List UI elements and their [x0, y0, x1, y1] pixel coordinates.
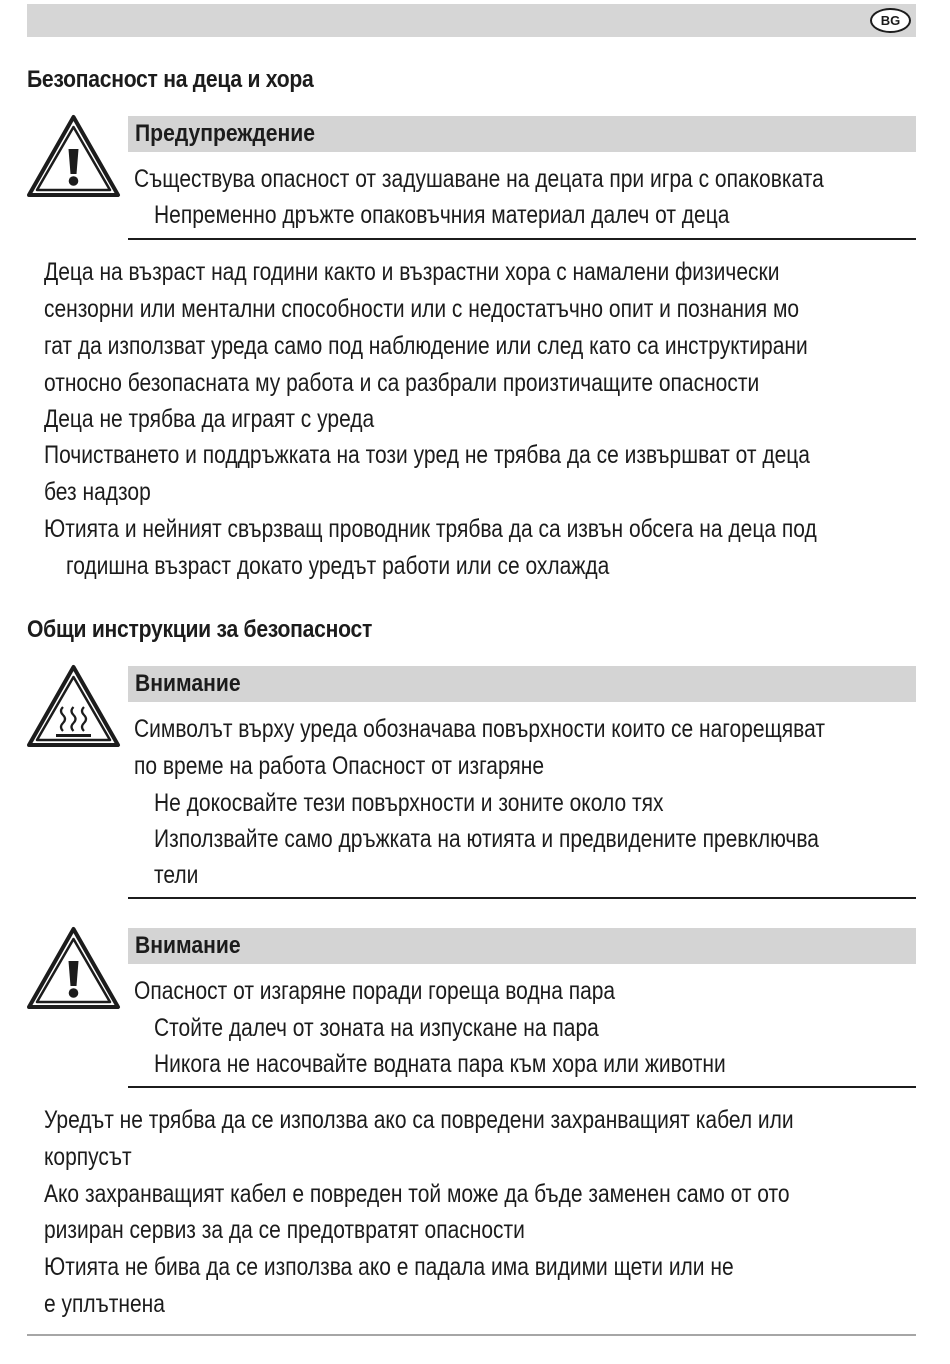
warning-exclamation-icon [26, 114, 121, 198]
body-text: Деца не трябва да играят с уреда [44, 405, 375, 433]
caution-text: Не докосвайте тези повърхности и зоните около тях [154, 789, 664, 817]
caution-text: Никога не насочвайте водната пара към хора или животни [154, 1050, 726, 1078]
language-badge: BG [870, 8, 911, 33]
caution-text: Символът върху уреда обозначава повърхности които се нагорещяват [134, 715, 825, 743]
body-text: Ютията не бива да се използва ако е падала има видими щети или не [44, 1253, 734, 1281]
divider [128, 897, 916, 899]
body-text: относно безопасната му работа и са разбрали произтичащите опасности [44, 369, 760, 397]
body-text: е уплътнена [44, 1290, 165, 1318]
warning-text: Непременно дръжте опаковъчния материал далеч от деца [154, 201, 730, 229]
caution-text: Стойте далеч от зоната на изпускане на пара [154, 1014, 599, 1042]
caution-text: Използвайте само дръжката на ютията и предвидените превключва [154, 825, 819, 853]
warning-exclamation-icon [26, 926, 121, 1010]
section-heading-child-safety: Безопасност на деца и хора [27, 66, 314, 93]
body-text: корпусът [44, 1143, 132, 1171]
body-text: Почистването и поддръжката на този уред не трябва да се извършват от деца [44, 441, 810, 469]
body-text: ризиран сервиз за да се предотвратят опасности [44, 1216, 525, 1244]
caution-text: Опасност от изгаряне поради гореща водна пара [134, 977, 616, 1005]
caution-text: по време на работа Опасност от изгаряне [134, 752, 545, 780]
divider [128, 238, 916, 240]
body-text: сензорни или ментални способности или с недостатъчно опит и познания мо [44, 295, 800, 323]
warning-title: Предупреждение [128, 116, 916, 152]
warning-text: Съществува опасност от задушаване на децата при игра с опаковката [134, 165, 824, 193]
body-text: гат да използват уреда само под наблюдение или след като са инструктирани [44, 332, 808, 360]
body-text: Ютията и нейният свързващ проводник трябва да са извън обсега на деца под [44, 515, 817, 543]
header-bar [27, 4, 916, 37]
footer-divider [27, 1334, 916, 1336]
divider [128, 1086, 916, 1088]
caution-title: Внимание [128, 666, 916, 702]
body-text: Деца на възраст над години както и възрастни хора с намалени физически [44, 258, 780, 286]
caution-title: Внимание [128, 928, 916, 964]
hot-surface-icon [26, 664, 121, 748]
body-text: без надзор [44, 478, 151, 506]
caution-text: тели [154, 861, 199, 889]
body-text: Уредът не трябва да се използва ако са повредени захранващият кабел или [44, 1106, 794, 1134]
body-text: Ако захранващият кабел е повреден той може да бъде заменен само от ото [44, 1180, 790, 1208]
section-heading-general-safety: Общи инструкции за безопасност [27, 616, 373, 643]
body-text: годишна възраст докато уредът работи или се охлажда [66, 552, 610, 580]
